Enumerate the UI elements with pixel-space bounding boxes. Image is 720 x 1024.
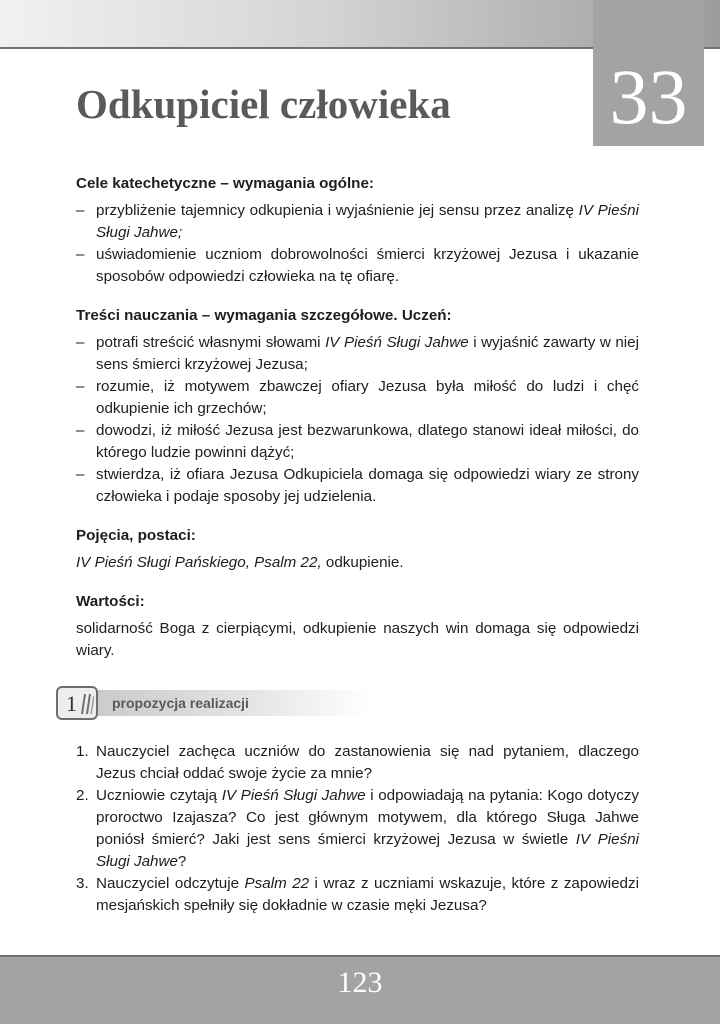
values-heading: Wartości: [76, 593, 145, 610]
chapter-number: 33 [609, 53, 688, 140]
steps-section [76, 741, 639, 917]
proposal-number-box [56, 686, 98, 720]
contents-list [76, 332, 639, 508]
chapter-title: Odkupiciel człowieka [76, 81, 451, 127]
list-item: – przybliżenie tajemnicy odkupienia i wyjaśnienie jej sensu przez analizę IV Pieśni Sługi Jahwe; [76, 200, 639, 244]
list-item: 1. Nauczyciel zachęca uczniów do zastanowienia się nad pytaniem, dlaczego Jezus chciał oddać swoje życie za mnie? [76, 743, 639, 782]
values-section [76, 591, 639, 662]
list-item: – dowodzi, iż miłość Jezusa jest bezwarunkowa, dlatego stanowi ideał miłości, do którego ludzie powinni dążyć; [76, 420, 639, 464]
proposal-number: 1 [66, 691, 77, 716]
goals-section [76, 173, 639, 288]
list-item: 2. Uczniowie czytają IV Pieśń Sługi Jahwe i odpowiadają na pytania: Kogo dotyczy proroctwo Izajasza? Co jest głównym motywem, dla którego Sługa Jahwe poniósł śmierć? Jaki jest sens śmierci krzyżowej Jezusa w świetle IV Pieśni Sługi Jahwe? [76, 787, 639, 870]
list-item: – stwierdza, iż ofiara Jezusa Odkupiciela domaga się odpowiedzi wiary ze strony człowieka i podaje sposoby jej udzielenia. [76, 464, 639, 508]
list-item: 3. Nauczyciel odczytuje Psalm 22 i wraz z uczniami wskazuje, które z zapowiedzi mesjańskich spełniły się dokładnie w czasie męki Jezusa? [76, 875, 639, 914]
proposal-badge [56, 686, 376, 720]
contents-section [76, 305, 639, 508]
list-item: – potrafi streścić własnymi słowami IV Pieśń Sługi Jahwe i wyjaśnić zawarty w niej sens śmierci krzyżowej Jezusa; [76, 332, 639, 376]
proposal-label: propozycja realizacji [112, 695, 249, 711]
concepts-text: IV Pieśń Sługi Pańskiego, Psalm 22, odkupienie. [76, 554, 404, 571]
main-content [76, 173, 639, 679]
steps-list [76, 741, 639, 917]
concepts-heading: Pojęcia, postaci: [76, 527, 196, 544]
page-number: 123 [337, 966, 383, 999]
values-text: solidarność Boga z cierpiącymi, odkupienie naszych win domaga się odpowiedzi wiary. [76, 620, 639, 659]
goals-list [76, 200, 639, 288]
list-item: – rozumie, iż motywem zbawczej ofiary Jezusa była miłość do ludzi i chęć odkupienie ich grzechów; [76, 376, 639, 420]
contents-heading: Treści nauczania – wymagania szczegółowe. Uczeń: [76, 307, 452, 324]
list-item: – uświadomienie uczniom dobrowolności śmierci krzyżowej Jezusa i ukazanie sposobów odpowiedzi człowieka na tę ofiarę. [76, 244, 639, 288]
stripes-icon [78, 692, 94, 716]
goals-heading: Cele katechetyczne – wymagania ogólne: [76, 175, 374, 192]
concepts-section [76, 525, 639, 574]
